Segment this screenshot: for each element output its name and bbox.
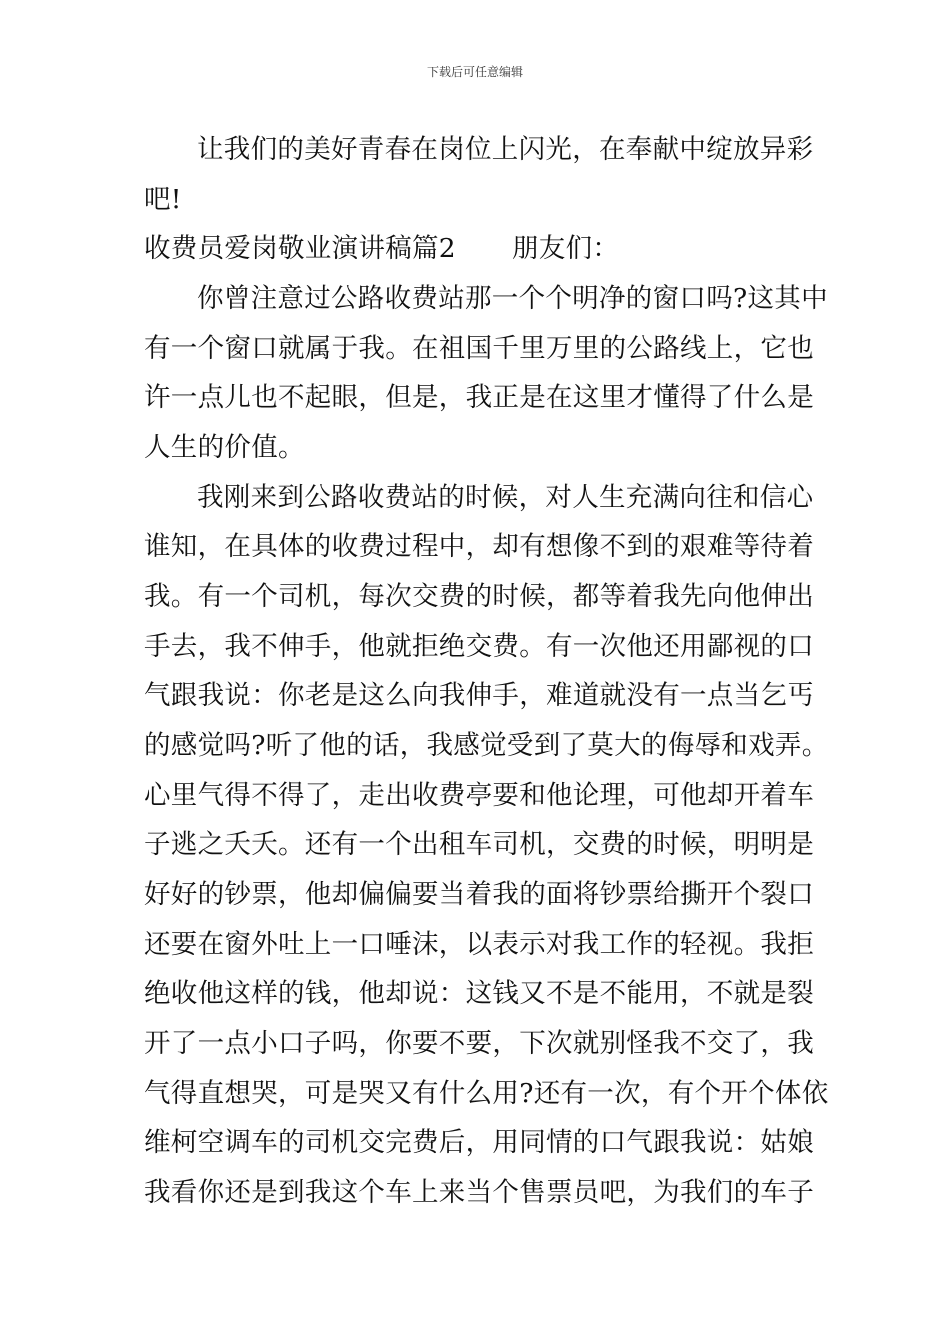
paragraph-line: 子逃之夭夭。还有一个出租车司机，交费的时候，明明是	[144, 829, 814, 860]
paragraph-line: 有一个窗口就属于我。在祖国千里万里的公路线上，它也	[144, 333, 814, 364]
paragraph-line: 让我们的美好青春在岗位上闪光，在奉献中绽放异彩	[197, 134, 814, 165]
paragraph-line: 我看你还是到我这个车上来当个售票员吧，为我们的车子	[144, 1177, 814, 1208]
paragraph-line: 开了一点小口子吗，你要不要，下次就别怪我不交了，我	[144, 1028, 814, 1059]
paragraph-line: 许一点儿也不起眼，但是，我正是在这里才懂得了什么是	[144, 382, 814, 413]
paragraph-line: 人生的价值。	[144, 432, 305, 463]
paragraph-line: 的感觉吗?听了他的话，我感觉受到了莫大的侮辱和戏弄。	[144, 730, 829, 761]
paragraph-line: 还要在窗外吐上一口唾沫，以表示对我工作的轻视。我拒	[144, 929, 814, 960]
paragraph-line: 我。有一个司机，每次交费的时候，都等着我先向他伸出	[144, 581, 814, 612]
section-title-line	[144, 229, 824, 269]
page-header: 下载后可任意编辑	[426, 65, 523, 79]
paragraph-line: 谁知，在具体的收费过程中，却有想像不到的艰难等待着	[144, 531, 814, 562]
paragraph-line: 我刚来到公路收费站的时候，对人生充满向往和信心	[197, 482, 814, 513]
paragraph-line: 气得直想哭，可是哭又有什么用?还有一次，有个开个体依	[144, 1078, 829, 1109]
paragraph-line: 你曾注意过公路收费站那一个个明净的窗口吗?这其中	[197, 283, 828, 314]
paragraph-line: 维柯空调车的司机交完费后，用同情的口气跟我说：姑娘	[144, 1127, 814, 1158]
paragraph-line: 心里气得不得了，走出收费亭要和他论理，可他却开着车	[144, 780, 814, 811]
greeting: 朋友们：	[511, 233, 620, 264]
paragraph-line: 手去，我不伸手，他就拒绝交费。有一次他还用鄙视的口	[144, 631, 814, 662]
paragraph-line: 好好的钞票，他却偏偏要当着我的面将钞票给撕开个裂口	[144, 879, 814, 910]
paragraph-line: 绝收他这样的钱，他却说：这钱又不是不能用，不就是裂	[144, 978, 814, 1009]
paragraph-line: 气跟我说：你老是这么向我伸手，难道就没有一点当乞丐	[144, 680, 814, 711]
paragraph-line: 吧!	[144, 184, 182, 215]
section-title: 收费员爱岗敬业演讲稿篇2	[144, 233, 456, 264]
